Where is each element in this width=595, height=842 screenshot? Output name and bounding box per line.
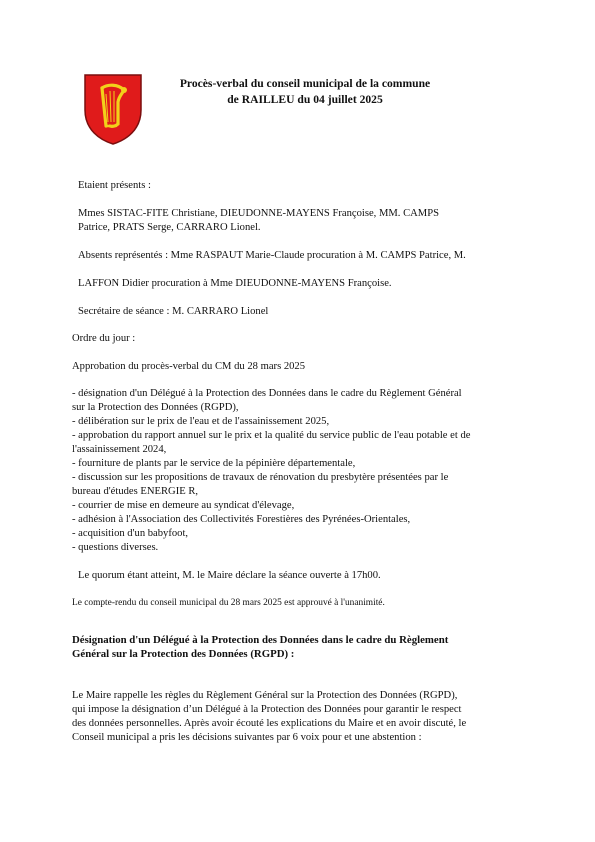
- agenda-item: - acquisition d'un babyfoot,: [72, 528, 189, 539]
- minutes-approval: Le compte-rendu du conseil municipal du 28 mars 2025 est approuvé à l'unanimité.: [72, 598, 385, 608]
- present-line-2: Patrice, PRATS Serge, CARRARO Lionel.: [78, 222, 261, 233]
- section-heading-line-1: Désignation d'un Délégué à la Protection des Données dans le cadre du Règlement: [72, 634, 449, 646]
- agenda-item: - discussion sur les propositions de travaux de rénovation du presbytère présentées par le: [72, 472, 449, 483]
- agenda-approval: Approbation du procès-verbal du CM du 28 mars 2025: [72, 361, 306, 372]
- section-body-line: des données personnelles. Après avoir écouté les explications du Maire et en avoir discuté, le: [72, 718, 467, 729]
- present-line-1: Mmes SISTAC-FITE Christiane, DIEUDONNE-MAYENS Françoise, MM. CAMPS: [78, 208, 440, 219]
- absent-line-1: Absents représentés : Mme RASPAUT Marie-Claude procuration à M. CAMPS Patrice, M.: [78, 250, 466, 261]
- agenda-item: - courrier de mise en demeure au syndicat d'élevage,: [72, 500, 295, 511]
- section-heading-line-2: Général sur la Protection des Données (RGPD) :: [72, 648, 295, 660]
- absent-line-2: LAFFON Didier procuration à Mme DIEUDONNE-MAYENS Françoise.: [78, 278, 392, 289]
- agenda-item: - questions diverses.: [72, 542, 159, 553]
- agenda-item: - désignation d'un Délégué à la Protection des Données dans le cadre du Règlement Général: [72, 388, 462, 399]
- agenda-item: - délibération sur le prix de l'eau et de l'assainissement 2025,: [72, 416, 330, 427]
- present-label: Etaient présents :: [78, 180, 151, 191]
- secretary-line: Secrétaire de séance : M. CARRARO Lionel: [78, 306, 269, 317]
- section-body-line: qui impose la désignation d’un Délégué à la Protection des Données pour garantir le respect: [72, 704, 462, 715]
- document-title: [140, 76, 470, 108]
- quorum-statement: Le quorum étant atteint, M. le Maire déclare la séance ouverte à 17h00.: [78, 570, 381, 581]
- agenda-item: - approbation du rapport annuel sur le prix et la qualité du service public de l'eau potable et de: [72, 430, 471, 441]
- agenda-item: - adhésion à l'Association des Collectivités Forestières des Pyrénées-Orientales,: [72, 514, 411, 525]
- title-line-2: de RAILLEU du 04 juillet 2025: [227, 93, 383, 106]
- agenda-item: - fourniture de plants par le service de la pépinière départementale,: [72, 458, 356, 469]
- coat-of-arms-harp-icon: [82, 72, 144, 146]
- agenda-item: l'assainissement 2024,: [72, 444, 167, 455]
- section-body-line: Le Maire rappelle les règles du Règlement Général sur la Protection des Données (RGPD),: [72, 690, 458, 701]
- title-line-1: Procès-verbal du conseil municipal de la commune: [179, 77, 431, 90]
- agenda-label: Ordre du jour :: [72, 333, 136, 344]
- agenda-item: bureau d'études ENERGIE R,: [72, 486, 199, 497]
- section-body-line: Conseil municipal a pris les décisions suivantes par 6 voix pour et une abstention :: [72, 732, 422, 743]
- agenda-item: sur la Protection des Données (RGPD),: [72, 402, 239, 413]
